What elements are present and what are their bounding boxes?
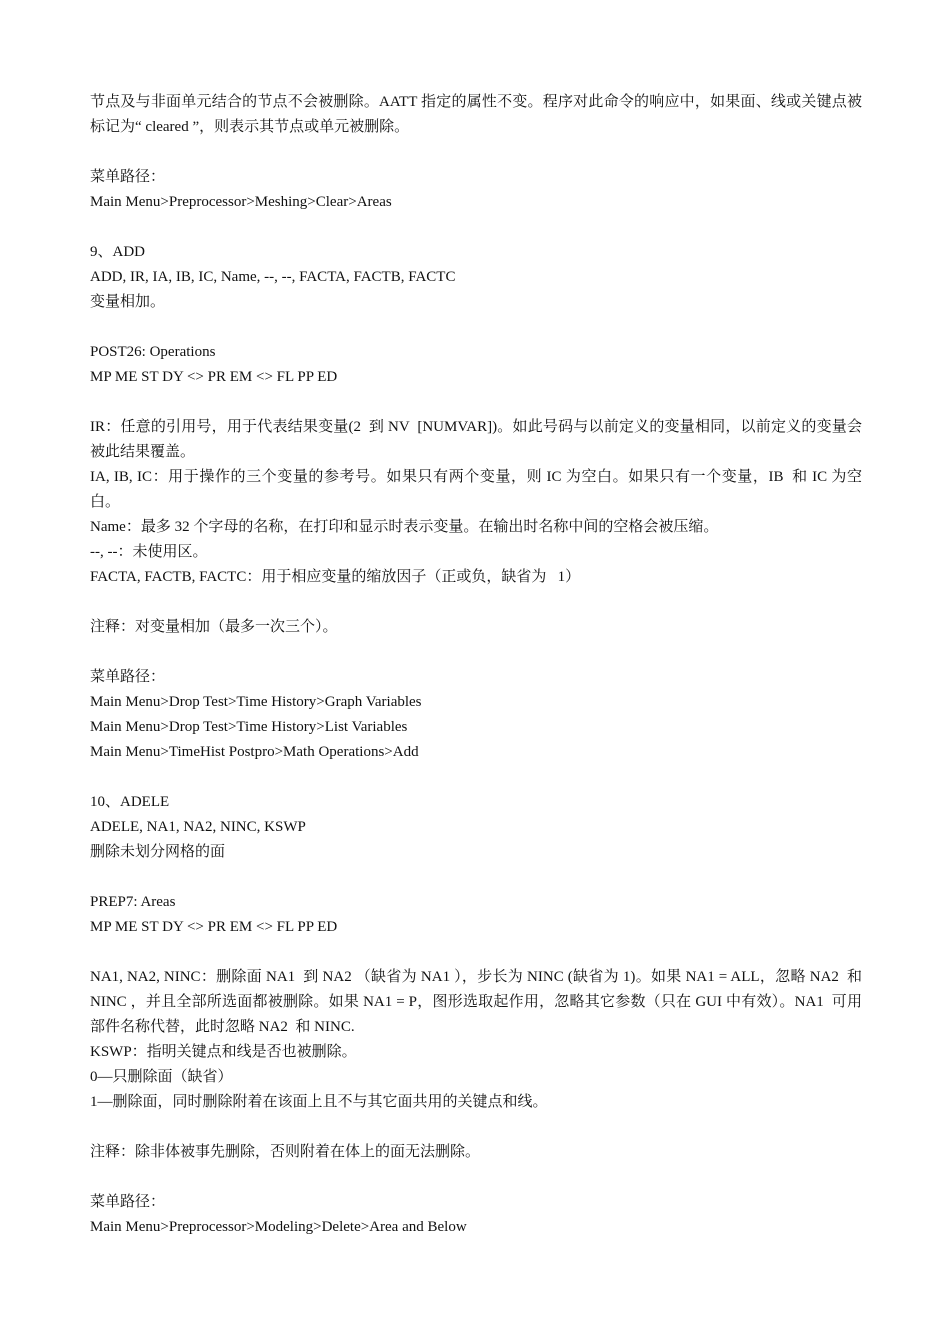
argument-description: --, --：未使用区。 (90, 544, 208, 560)
menu-path: Main Menu>Drop Test>Time History>List Variables (90, 719, 408, 735)
menu-path: Main Menu>Preprocessor>Modeling>Delete>Area and Below (90, 1219, 467, 1235)
menu-heading: 菜单路径： (90, 169, 166, 185)
menu-heading: 菜单路径： (90, 669, 166, 685)
option-description: 0—只删除面（缺省） (90, 1069, 233, 1085)
menu-path: Main Menu>Drop Test>Time History>Graph Variables (90, 694, 422, 710)
processor-line: PREP7: Areas (90, 894, 176, 910)
argument-description: NA1, NA2, NINC：删除面 NA1 到 NA2 （缺省为 NA1 ），步长为 NINC (缺省为 1)。如果 NA1 = ALL，忽略 NA2 和 NINC ，并且全部所选面都被删除。如果 NA1 = P，图形选取起作用，忽略其它参数（只在 GUI 中有效）。NA1 可用部件名称代替，此时忽略 NA2 和 NINC. (90, 969, 866, 1035)
note: 注释：对变量相加（最多一次三个）。 (90, 619, 338, 635)
menu-path: Main Menu>Preprocessor>Meshing>Clear>Areas (90, 194, 392, 210)
command-summary: 删除未划分网格的面 (90, 844, 226, 860)
menu-path: Main Menu>TimeHist Postpro>Math Operations>Add (90, 744, 419, 760)
command-syntax: ADELE, NA1, NA2, NINC, KSWP (90, 819, 306, 835)
menu-heading: 菜单路径： (90, 1194, 166, 1210)
note: 注释：除非体被事先删除，否则附着在体上的面无法删除。 (90, 1144, 481, 1160)
section-heading-adele: 10、ADELE (90, 794, 170, 810)
products-line: MP ME ST DY <> PR EM <> FL PP ED (90, 919, 338, 935)
command-summary: 变量相加。 (90, 294, 166, 310)
section-heading-add: 9、ADD (90, 244, 145, 260)
command-syntax: ADD, IR, IA, IB, IC, Name, --, --, FACTA, FACTB, FACTC (90, 269, 456, 285)
processor-line: POST26: Operations (90, 344, 216, 360)
document-page (90, 90, 866, 1240)
option-description: 1—删除面，同时删除附着在该面上且不与其它面共用的关键点和线。 (90, 1094, 548, 1110)
argument-description: IR：任意的引用号，用于代表结果变量(2 到 NV [NUMVAR])。如此号码与以前定义的变量相同，以前定义的变量会被此结果覆盖。 (90, 419, 862, 460)
intro-paragraph: 节点及与非面单元结合的节点不会被删除。AATT 指定的属性不变。程序对此命令的响应中，如果面、线或关键点被标记为“ cleared ”，则表示其节点或单元被删除。 (90, 94, 862, 135)
products-line: MP ME ST DY <> PR EM <> FL PP ED (90, 369, 338, 385)
argument-description: IA, IB, IC：用于操作的三个变量的参考号。如果只有两个变量，则 IC 为空白。如果只有一个变量，IB 和 IC 为空白。 (90, 469, 862, 510)
argument-description: KSWP：指明关键点和线是否也被删除。 (90, 1044, 357, 1060)
argument-description: Name：最多 32 个字母的名称，在打印和显示时表示变量。在输出时名称中间的空格会被压缩。 (90, 519, 719, 535)
argument-description: FACTA, FACTB, FACTC：用于相应变量的缩放因子（正或负，缺省为 1） (90, 569, 581, 585)
